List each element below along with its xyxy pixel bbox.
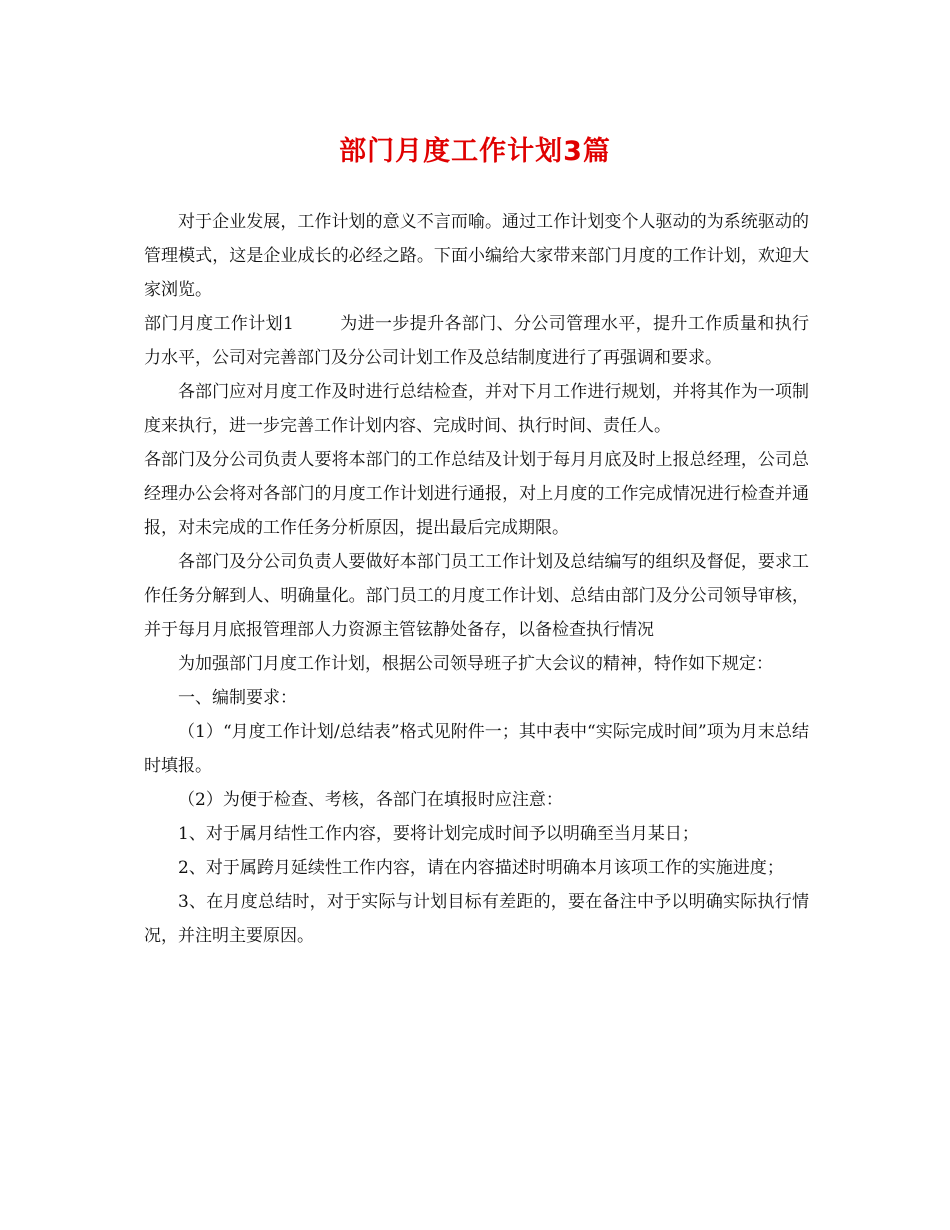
paragraph-intro: 对于企业发展，工作计划的意义不言而喻。通过工作计划变个人驱动的为系统驱动的管理模式，这是企业成长的必经之路。下面小编给大家带来部门月度的工作计划，欢迎大家浏览。 [144, 212, 809, 300]
paragraph-regulation: 为加强部门月度工作计划，根据公司领导班子扩大会议的精神，特作如下规定： [178, 654, 773, 674]
document-title: 部门月度工作计划3篇 [339, 136, 611, 167]
requirement-2: （2）为便于检查、考核，各部门在填报时应注意： [178, 790, 563, 810]
paragraph-report: 各部门及分公司负责人要将本部门的工作总结及计划于每月月底及时上报总经理，公司总经理办公会将对各部门的月度工作计划进行通报，对上月度的工作完成情况进行检查并通报，对未完成的工作任务分析原因，提出最后完成期限。 [144, 450, 809, 538]
paragraph-plan-1 [144, 307, 809, 375]
note-item-2: 2、对于属跨月延续性工作内容，请在内容描述时明确本月该项工作的实施进度； [178, 858, 784, 878]
note-item-1: 1、对于属月结性工作内容，要将计划完成时间予以明确至当月某日； [178, 824, 699, 844]
paragraph-summary-check: 各部门应对月度工作及时进行总结检查，并对下月工作进行规划，并将其作为一项制度来执行，进一步完善工作计划内容、完成时间、执行时间、责任人。 [144, 382, 809, 436]
paragraph-supervision: 各部门及分公司负责人要做好本部门员工工作计划及总结编写的组织及督促，要求工作任务分解到人、明确量化。部门员工的月度工作计划、总结由部门及分公司领导审核，并于每月月底报管理部人力资源主管铉静处备存，以备检查执行情况 [144, 552, 809, 640]
plan-1-body: 为进一步提升各部门、分公司管理水平，提升工作质量和执行力水平，公司对完善部门及分公司计划工作及总结制度进行了再强调和要求。 [144, 314, 809, 368]
requirement-1: （1）“月度工作计划/总结表”格式见附件一；其中表中“实际完成时间”项为月末总结时填报。 [144, 722, 809, 776]
section-heading-requirements: 一、编制要求： [178, 688, 297, 708]
note-item-3: 3、在月度总结时，对于实际与计划目标有差距的，要在备注中予以明确实际执行情况，并注明主要原因。 [144, 892, 809, 946]
document-body [144, 205, 809, 953]
plan-1-heading: 部门月度工作计划1 [144, 314, 294, 334]
